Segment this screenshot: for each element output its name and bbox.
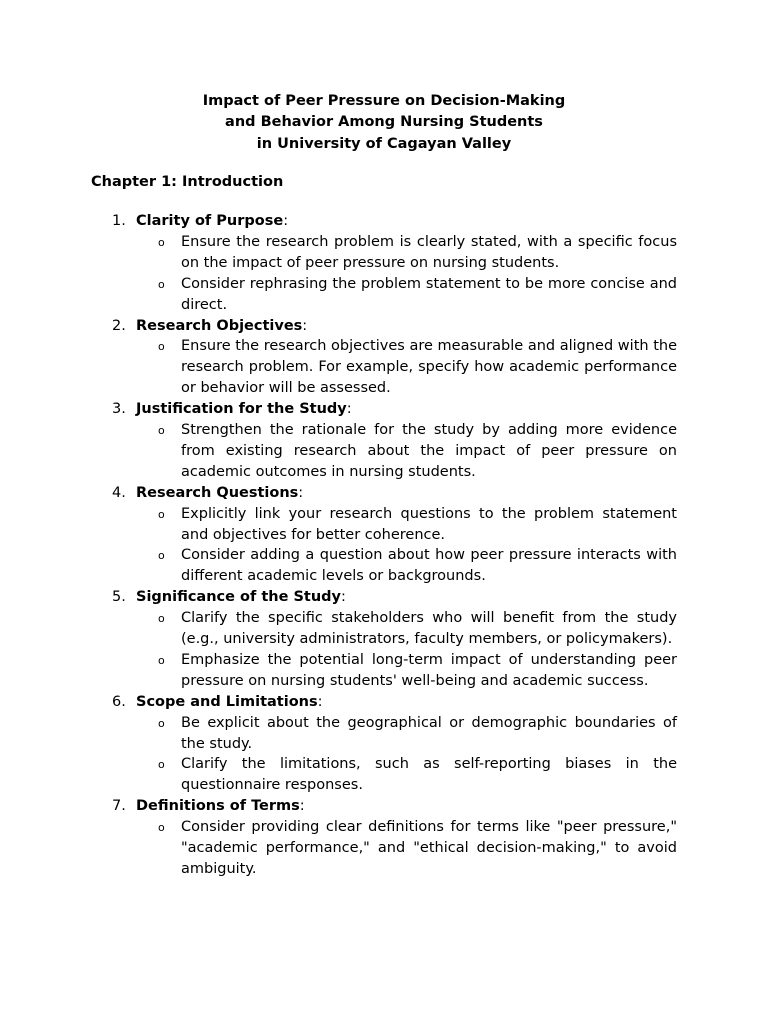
sub-bullet-text: Consider rephrasing the problem statement to be more concise and direct.: [181, 275, 677, 313]
sub-bullet-text: Ensure the research objectives are measurable and aligned with the research problem. For example, specify how academic performance or behavior will be assessed.: [181, 338, 677, 397]
sub-bullet-text: Consider providing clear definitions for terms like "peer pressure," "academic performance," and "ethical decision-making," to avoid ambiguity.: [181, 819, 677, 877]
list-item-title: Significance of the Study: [136, 589, 341, 606]
list-item: [0, 483, 768, 588]
sub-bullet: [0, 545, 677, 587]
sub-bullet: [0, 817, 677, 880]
list-item-number: 5.: [112, 589, 126, 606]
bullet-icon: o: [158, 821, 165, 835]
list-item-heading: [0, 483, 768, 504]
sub-bullet-text: Clarify the specific stakeholders who will benefit from the study (e.g., university administrators, faculty members, or policymakers).: [181, 610, 677, 648]
list-item-heading: [0, 587, 768, 608]
bullet-icon: o: [158, 653, 165, 667]
list-item: [0, 399, 768, 483]
list-item-title: Research Objectives: [136, 317, 303, 334]
list-item-colon: :: [346, 401, 352, 418]
list-item-number: 6.: [112, 693, 126, 710]
sub-bullet-text: Consider adding a question about how peer pressure interacts with different academic levels or backgrounds.: [181, 547, 677, 585]
list-item-title: Research Questions: [136, 484, 299, 501]
list-item-colon: :: [299, 798, 305, 815]
sub-bullet: [0, 713, 677, 755]
list-item-colon: :: [317, 693, 323, 710]
list-item-number: 3.: [112, 401, 126, 418]
bullet-icon: o: [158, 612, 165, 626]
document-title: [0, 91, 768, 155]
sub-bullet-text: Clarify the limitations, such as self-reporting biases in the questionnaire responses.: [181, 756, 677, 794]
title-line-2: and Behavior Among Nursing Students: [225, 114, 543, 131]
numbered-list: [0, 211, 768, 880]
sub-bullet: [0, 754, 677, 796]
bullet-icon: o: [158, 424, 165, 438]
list-item-title: Clarity of Purpose: [136, 213, 284, 229]
list-item-heading: [0, 399, 768, 420]
sub-bullet: [0, 232, 677, 274]
bullet-icon: o: [158, 549, 165, 563]
list-item-title: Scope and Limitations: [136, 693, 318, 710]
list-item-colon: :: [283, 213, 289, 229]
bullet-icon: o: [158, 340, 165, 354]
bullet-icon: o: [158, 758, 165, 772]
sub-bullet-text: Emphasize the potential long-term impact of understanding peer pressure on nursing students' well-being and academic success.: [181, 651, 677, 689]
list-item: [0, 587, 768, 692]
bullet-icon: o: [158, 507, 165, 521]
sub-bullet: [0, 420, 677, 483]
list-item-number: 4.: [112, 484, 126, 501]
list-item-colon: :: [298, 484, 304, 501]
list-item-number: 2.: [112, 317, 126, 334]
title-line-1: Impact of Peer Pressure on Decision-Making: [202, 93, 566, 109]
sub-bullet: [0, 650, 677, 692]
sub-bullet-text: Ensure the research problem is clearly stated, with a specific focus on the impact of peer pressure on nursing students.: [181, 233, 677, 271]
list-item-title: Justification for the Study: [136, 401, 347, 418]
bullet-icon: o: [158, 235, 165, 249]
list-item-number: 7.: [112, 798, 126, 815]
sub-bullet: [0, 336, 677, 399]
sub-bullet-text: Explicitly link your research questions to the problem statement and objectives for better coherence.: [181, 505, 677, 543]
chapter-heading: Chapter 1: Introduction: [91, 174, 284, 190]
list-item-number: 1.: [112, 213, 126, 229]
list-item-heading: [0, 316, 768, 337]
sub-bullet: [0, 504, 677, 546]
bullet-icon: o: [158, 716, 165, 730]
sub-bullet: [0, 274, 677, 316]
title-line-3: in University of Cagayan Valley: [256, 135, 512, 152]
list-item-title: Definitions of Terms: [136, 798, 300, 815]
list-item-colon: :: [302, 317, 308, 334]
list-item-heading: [0, 692, 768, 713]
list-item: [0, 692, 768, 797]
list-item: [0, 211, 768, 316]
sub-bullet: [0, 608, 677, 650]
bullet-icon: o: [158, 277, 165, 291]
sub-bullet-text: Be explicit about the geographical or demographic boundaries of the study.: [181, 714, 677, 752]
list-item-heading: [0, 211, 768, 232]
sub-bullet-text: Strengthen the rationale for the study by adding more evidence from existing research about the impact of peer pressure on academic outcomes in nursing students.: [181, 422, 677, 480]
list-item: [0, 316, 768, 400]
list-item: [0, 796, 768, 880]
list-item-heading: [0, 796, 768, 817]
list-item-colon: :: [341, 589, 346, 606]
